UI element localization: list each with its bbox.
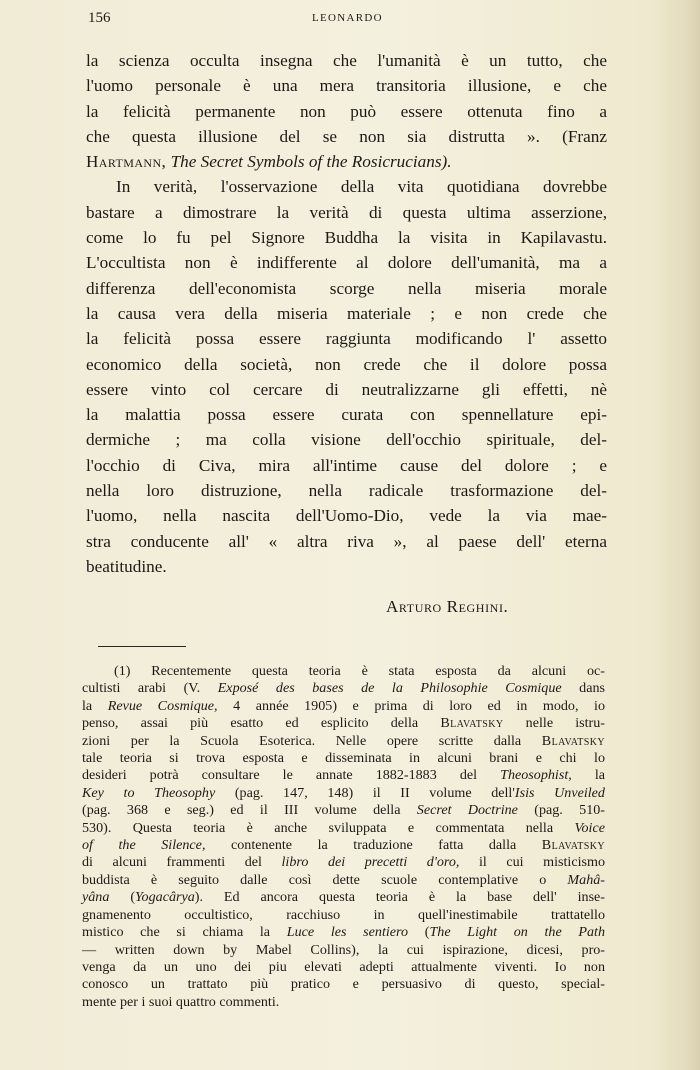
body-line: L'occultista non è indifferente al dolore dell'umanità, ma a	[86, 253, 607, 273]
footnote-line: (pag. 368 e seg.) ed il III volume della Secret Doctrine (pag. 510-	[82, 802, 605, 819]
body-line: l'occhio di Civa, mira all'intime cause del dolore ; e	[86, 455, 607, 475]
body-line: essere vinto col cercare di neutralizzarne gli effetti, nè	[86, 379, 607, 399]
body-line: In verità, l'osservazione della vita quotidiana dovrebbe	[116, 177, 607, 197]
body-line: come lo fu pel Signore Buddha la visita in Kapilavastu.	[86, 228, 607, 248]
page-header	[88, 10, 608, 30]
footnote-line: di alcuni frammenti del libro dei precetti d'oro, il cui misticismo	[82, 854, 605, 871]
footnote-line: buddista è seguito dalle così dette scuole contemplative o Mahâ-	[82, 871, 605, 888]
running-head: LEONARDO	[312, 12, 383, 24]
footnote-line: zioni per la Scuola Esoterica. Nelle opere scritte dalla Blavatsky	[82, 732, 605, 749]
footnote-line: conosco un trattato più pratico e persuasivo di questo, special-	[82, 976, 605, 993]
body-line: la felicità possa essere raggiunta modificando l' assetto	[86, 329, 607, 349]
footnote-line: venga da un uno dei piu elevati adepti attualmente viventi. Io non	[82, 958, 605, 975]
footnote-line: Key to Theosophy (pag. 147, 148) il II volume dell'Isis Unveiled	[82, 784, 605, 801]
footnote-line: desideri potrà consultare le annate 1882-1883 del Theosophist, la	[82, 767, 605, 784]
body-line: beatitudine.	[86, 556, 167, 576]
footnote-line: (1) Recentemente questa teoria è stata esposta da alcuni oc-	[114, 663, 605, 679]
body-line: la causa vera della miseria materiale ; e non crede che	[86, 303, 607, 323]
body-line: nella loro distruzione, nella radicale trasformazione del-	[86, 481, 607, 501]
body-line: economico della società, non crede che il dolore possa	[86, 354, 607, 374]
footnote-line: yâna (Yogacârya). Ed ancora questa teoria è la base dell' inse-	[82, 889, 606, 906]
footnote-line: cultisti arabi (V. Exposé des bases de la Philosophie Cosmique dans	[82, 680, 606, 697]
footnote-line: 530). Questa teoria è anche sviluppata e commentata nella Voice	[82, 819, 605, 836]
footnote-divider	[98, 646, 186, 647]
body-line: la malattia possa essere curata con spennellature epi-	[86, 405, 607, 425]
body-line: la felicità permanente non può essere ottenuta fino a	[86, 101, 607, 121]
body-line: che questa illusione del se non sia distrutta ». (Franz	[86, 126, 607, 146]
footnote-line: la Revue Cosmique, 4 année 1905) e prima di loro ed in modo, io	[82, 697, 605, 714]
footnote-line: mistico che si chiama la Luce les sentiero (The Light on the Path	[82, 924, 606, 941]
page-number: 156	[88, 10, 111, 26]
author-signature: Arturo Reghini.	[386, 597, 509, 616]
book-title: The Secret Symbols of the Rosicrucians).	[166, 152, 452, 172]
body-line: differenza dell'economista scorge nella miseria morale	[86, 278, 607, 298]
footnote-line: tale teoria si trova esposta e disseminata in alcuni brani e chi lo	[82, 750, 605, 767]
footnote	[82, 663, 605, 1011]
body-line: l'uomo, nella nascita dell'Uomo-Dio, vede la via mae-	[86, 506, 607, 526]
author-name: Hartmann,	[86, 152, 167, 172]
body-text	[86, 48, 607, 579]
body-line	[86, 149, 607, 174]
body-line: dermiche ; ma colla visione dell'occhio spirituale, del-	[86, 430, 607, 450]
body-line: la scienza occulta insegna che l'umanità è un tutto, che	[86, 51, 607, 70]
body-line: stra conducente all' « altra riva », al paese dell' eterna	[86, 531, 607, 551]
footnote-line: — written down by Mabel Collins), la cui ispirazione, dicesi, pro-	[82, 941, 605, 958]
footnote-line: gnamenento occultistico, racchiuso in quell'inestimabile trattatello	[82, 906, 605, 923]
footnote-line: penso, assai più esatto ed esplicito della Blavatsky nelle istru-	[82, 715, 605, 732]
body-line: l'uomo personale è una mera transitoria illusione, e che	[86, 76, 607, 96]
body-line: bastare a dimostrare la verità di questa ultima asserzione,	[86, 202, 607, 222]
footnote-line: of the Silence, contenente la traduzione fatta dalla Blavatsky	[82, 837, 605, 854]
footnote-line: mente per i suoi quattro commenti.	[82, 993, 280, 1010]
